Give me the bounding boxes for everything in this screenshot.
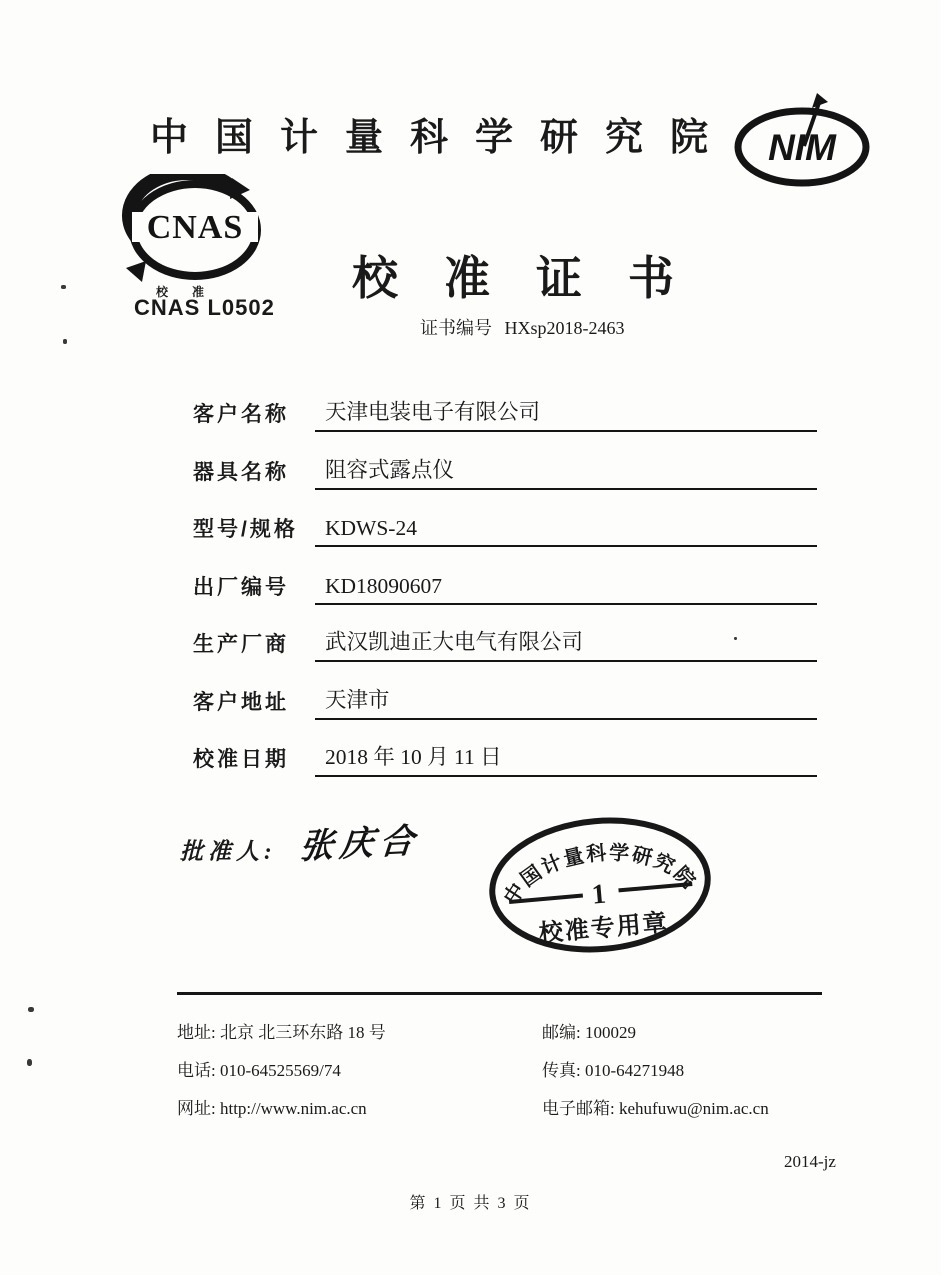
field-value: 武汉凯迪正大电气有限公司 — [315, 625, 817, 662]
calibration-stamp — [478, 804, 721, 966]
field-label: 出厂编号 — [193, 575, 289, 599]
footer-website-value: http://www.nim.ac.cn — [219, 1099, 367, 1118]
field-value: KDWS-24 — [315, 516, 817, 547]
field-label: 生产厂商 — [193, 633, 289, 656]
footer-website — [177, 1094, 386, 1132]
field-label: 客户名称 — [193, 403, 289, 426]
field-value: 天津市 — [315, 683, 817, 720]
stamp-top-text: 中国计量科学研究院 — [500, 842, 701, 909]
cnas-small-label: 校准 — [156, 285, 229, 299]
footer-email-value: kehufuwu@nim.ac.cn — [618, 1099, 769, 1118]
footer-left-column — [177, 1018, 386, 1132]
cnas-logo-icon — [120, 174, 272, 290]
approver-label: 批准人: — [180, 839, 277, 864]
footer-right-column — [542, 1018, 769, 1132]
scan-speck — [734, 637, 737, 640]
stamp-bottom-text: 校准专用章 — [537, 910, 670, 948]
org-name: 中国计量科学研究院 — [150, 117, 736, 159]
svg-text:CNAS: CNAS — [146, 209, 244, 246]
footer-fax-label: 传真: — [542, 1061, 581, 1080]
cnas-accreditation-code: CNAS L0502 — [134, 295, 275, 320]
certificate-fields — [193, 398, 817, 801]
field-row-customer-name — [193, 398, 817, 432]
approver-signature: 张庆合 — [298, 822, 422, 867]
scan-speck — [27, 1059, 32, 1066]
certificate-title: 校准证书 — [352, 253, 720, 304]
scan-speck — [28, 1007, 34, 1012]
field-value: 2018 年 10 月 11 日 — [315, 740, 817, 777]
scan-speck — [61, 285, 66, 289]
footer-phone-label: 电话: — [177, 1061, 216, 1080]
field-row-model-spec — [193, 513, 817, 547]
field-value: 阻容式露点仪 — [315, 453, 817, 490]
certificate-number-line — [420, 314, 625, 340]
nim-logo-icon — [733, 92, 873, 187]
footer-address-label: 地址: — [177, 1023, 216, 1042]
field-value: 天津电装电子有限公司 — [315, 395, 817, 432]
field-row-instrument-name — [193, 456, 817, 490]
footer-fax-value: 010-64271948 — [584, 1061, 685, 1080]
footer-postcode-label: 邮编: — [542, 1023, 581, 1042]
svg-text:NIM: NIM — [768, 127, 836, 168]
field-row-calibration-date — [193, 743, 817, 777]
field-row-customer-address — [193, 686, 817, 720]
footer-email-label: 电子邮箱: — [542, 1099, 615, 1118]
footer-address — [177, 1018, 386, 1056]
field-row-serial-number — [193, 571, 817, 605]
field-label: 器具名称 — [193, 460, 289, 484]
certificate-number-label: 证书编号 — [420, 318, 492, 338]
field-label: 校准日期 — [193, 748, 289, 771]
footer-email — [542, 1094, 769, 1132]
form-code: 2014-jz — [784, 1152, 836, 1171]
page-indicator: 第 1 页 共 3 页 — [409, 1195, 532, 1212]
footer-phone — [177, 1056, 386, 1094]
field-row-manufacturer — [193, 628, 817, 662]
footer-postcode — [542, 1018, 769, 1056]
footer-website-label: 网址: — [177, 1099, 216, 1118]
footer-postcode-value: 100029 — [584, 1023, 636, 1042]
stamp-center-number: 1 — [590, 878, 608, 911]
scan-speck — [63, 339, 67, 344]
certificate-number-value: HXsp2018-2463 — [504, 318, 625, 338]
footer-fax — [542, 1056, 769, 1094]
footer-phone-value: 010-64525569/74 — [219, 1061, 341, 1080]
field-label: 客户地址 — [193, 690, 289, 714]
footer-divider — [177, 992, 822, 995]
footer-address-value: 北京 北三环东路 18 号 — [219, 1023, 386, 1042]
field-label: 型号/规格 — [193, 518, 298, 541]
field-value: KD18090607 — [315, 574, 817, 605]
